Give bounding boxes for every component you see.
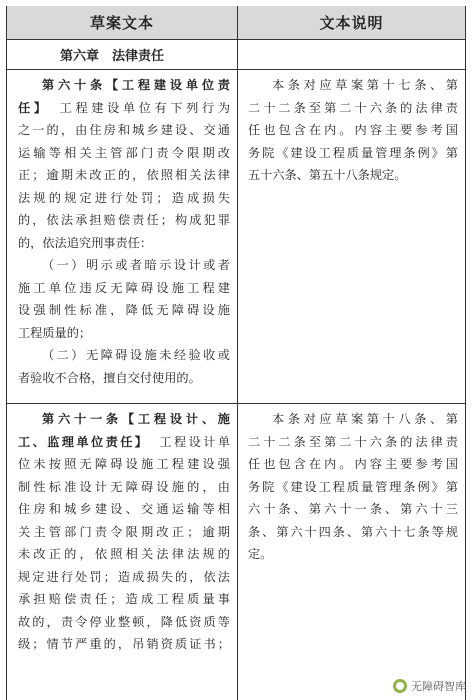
article-line: 工、监理单位责任】 工程设计单	[18, 434, 230, 449]
explanation-line: 二十二条至第二十六条的法律责	[248, 100, 458, 115]
article-line: 关主管部门责令限期改正；逾期	[18, 524, 230, 539]
article-line: 规定进行处罚；造成损失的，依法	[18, 569, 230, 584]
article-line: 的，依法追究刑事责任：	[18, 235, 153, 250]
article-line: 住房和城乡建设、交通运输等相	[18, 502, 230, 516]
watermark	[393, 678, 466, 694]
article-line: （一）明示或者暗示设计或者	[42, 258, 230, 272]
table-right-border	[465, 6, 466, 700]
header-explanation: 文本说明	[238, 6, 465, 39]
article-61-text	[18, 408, 230, 656]
article-60-text	[18, 74, 230, 389]
explanation-line: 定。	[248, 547, 273, 561]
explanation-line: 任也包含在内。内容主要参考国	[248, 123, 458, 137]
column-divider	[237, 6, 238, 700]
chapter-title: 第六章 法律责任	[60, 49, 165, 64]
watermark-text: 无障碍智库	[411, 680, 466, 693]
table-left-border	[6, 6, 7, 700]
header-draft-text: 草案文本	[7, 6, 237, 39]
article-line: 制性标准设计无障碍设施的，由	[18, 479, 230, 494]
article-line: 任】 工程建设单位有下列行为	[18, 100, 230, 115]
article-61-explanation	[248, 408, 458, 566]
chapter-bottom-border	[6, 69, 466, 70]
article-line: 级；情节严重的，吊销资质证书；	[18, 637, 230, 651]
explanation-line: 务院《建设工程质量管理条例》第	[248, 145, 458, 160]
article-line: 承担赔偿责任；造成工程质量事	[18, 592, 230, 606]
article-title: 第六十一条【工程设计、施	[42, 412, 230, 426]
article-line: （二）无障碍设施未经验收或	[42, 348, 230, 362]
explanation-line: 二十二条至第二十六条的法律责	[248, 434, 458, 449]
article-line: 的，依法承担赔偿责任；构成犯罪	[18, 213, 230, 227]
explanation-line: 六十条、第六十一条、第六十三	[248, 502, 458, 516]
header-bottom-border	[6, 39, 466, 40]
explanation-line: 五十六条、第五十八条规定。	[248, 168, 407, 182]
article-line: 法规的规定进行处罚；造成损失	[18, 190, 230, 205]
explanation-line: 务院《建设工程质量管理条例》第	[248, 479, 458, 494]
article-60-explanation	[248, 74, 458, 187]
article-line: 正；逾期未改正的，依照相关法律	[18, 168, 230, 182]
article-line: 运输等相关主管部门责令限期改	[18, 145, 230, 160]
article-title: 第六十条【工程建设单位责	[42, 78, 230, 92]
article-line: 设强制性标准，降低无障碍设施	[18, 303, 230, 317]
article-line: 未改正的，依照相关法律法规的	[18, 547, 230, 561]
article-line: 工程质量的；	[18, 325, 92, 340]
row-divider	[6, 403, 466, 404]
wechat-logo-icon	[393, 679, 407, 693]
article-line: 施工单位违反无障碍设施工程建	[18, 280, 230, 295]
article-line: 位未按照无障碍设施工程建设强	[18, 457, 230, 471]
explanation-line: 本条对应草案第十八条、第	[272, 412, 458, 426]
explanation-line: 任也包含在内。内容主要参考国	[248, 457, 458, 471]
explanation-line: 条、第六十四条、第六十七条等规	[248, 524, 458, 539]
article-line: 故的，责令停业整顿，降低资质等	[18, 614, 230, 629]
article-line: 者验收不合格，擅自交付使用的。	[18, 370, 201, 385]
comparison-table	[6, 6, 466, 700]
article-line: 之一的，由住房和城乡建设、交通	[18, 123, 230, 137]
explanation-line: 本条对应草案第十七条、第	[272, 78, 458, 92]
